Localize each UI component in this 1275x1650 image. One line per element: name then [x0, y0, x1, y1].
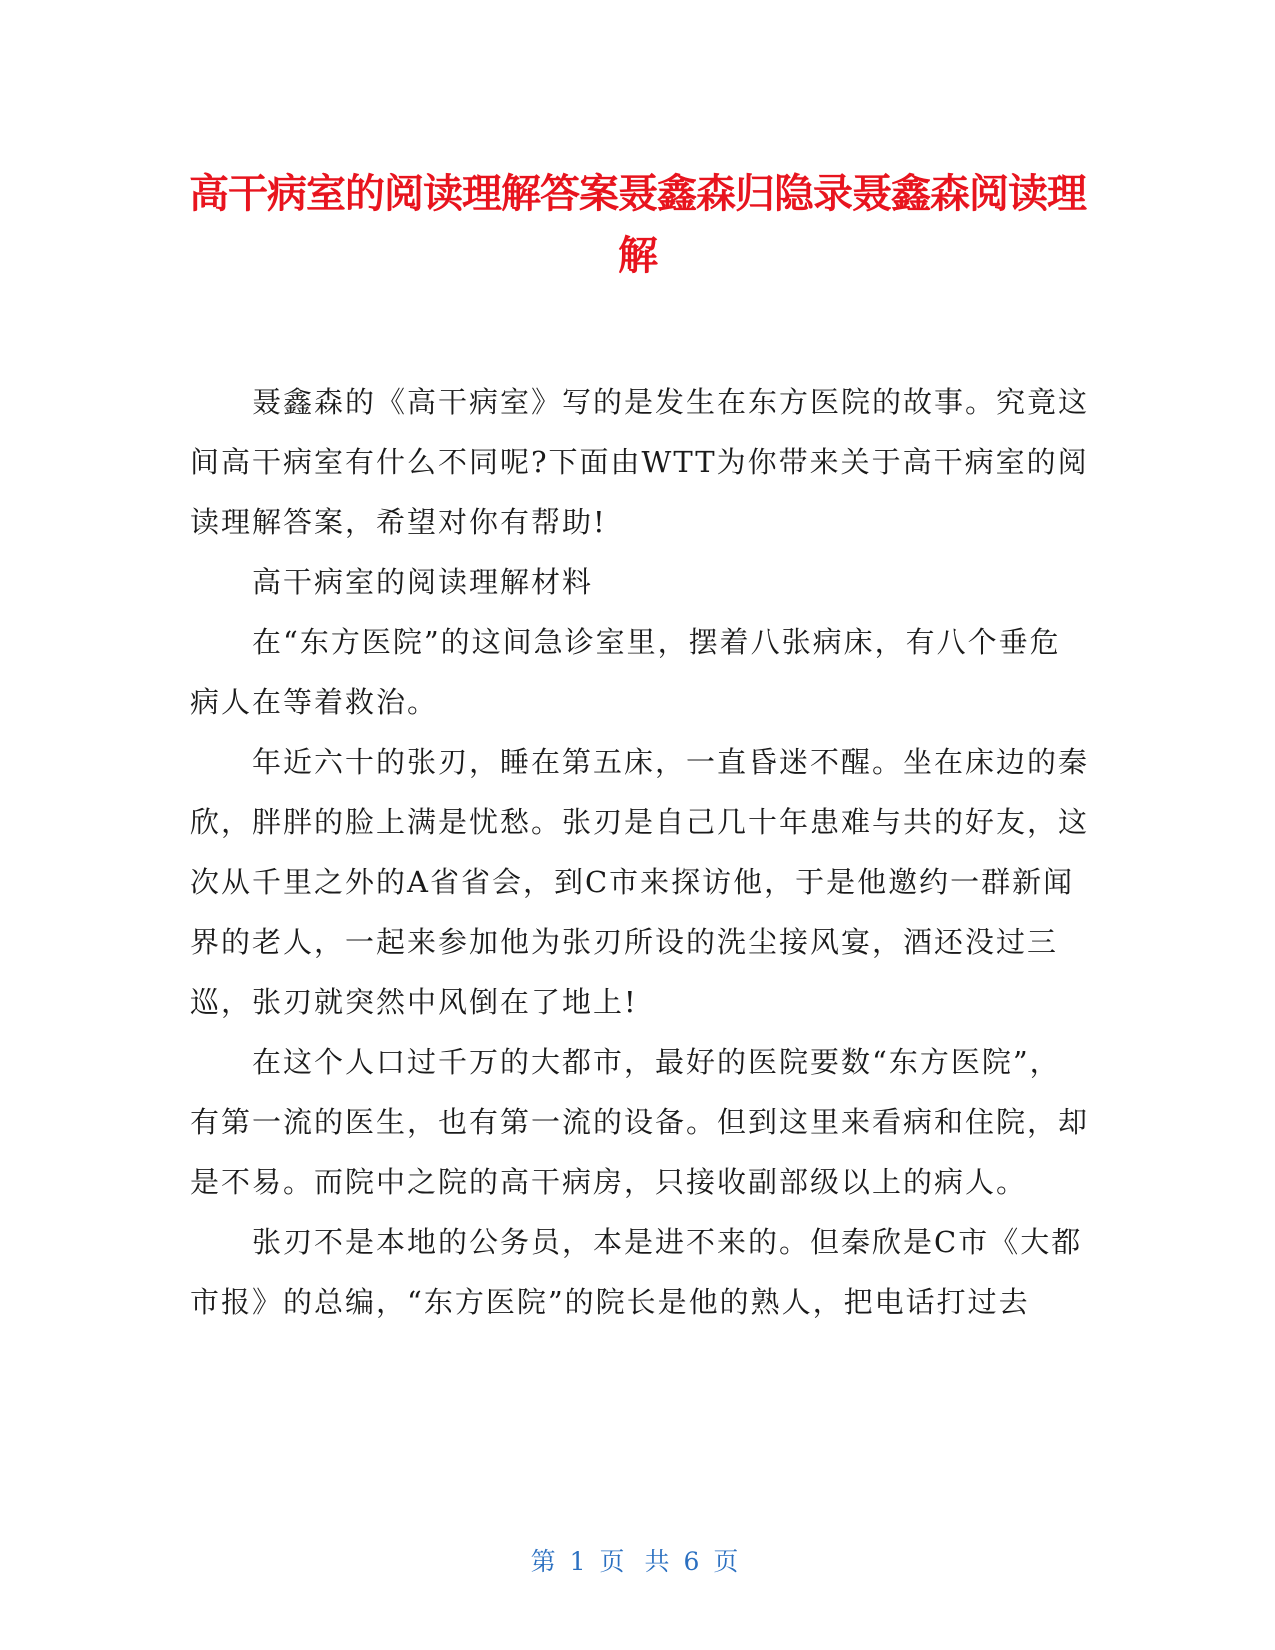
page-number-footer [0, 1542, 1275, 1578]
paragraph-hospital: 在这个人口过千万的大都市，最好的医院要数“东方医院”，有第一流的医生，也有第一流的设备。但到这里来看病和住院，却是不易。而院中之院的高干病房，只接收副部级以上的病人。 [190, 1045, 1090, 1199]
paragraph-intro: 聂鑫森的《高干病室》写的是发生在东方医院的故事。究竟这间高干病室有什么不同呢?下面由WTT为你带来关于高干病室的阅读理解答案，希望对你有帮助! [190, 385, 1090, 539]
paragraph-emergency-room: 在“东方医院”的这间急诊室里，摆着八张病床，有八个垂危病人在等着救治。 [190, 625, 1061, 719]
paragraph-zhang-ren: 年近六十的张刃，睡在第五床，一直昏迷不醒。坐在床边的秦欣，胖胖的脸上满是忧愁。张刃是自己几十年患难与共的好友，这次从千里之外的A省省会，到C市来探访他，于是他邀约一群新闻界的老人，一起来参加他为张刃所设的洗尘接风宴，酒还没过三巡，张刃就突然中风倒在了地上! [190, 745, 1090, 1019]
paragraph-admission: 张刃不是本地的公务员，本是进不来的。但秦欣是C市《大都市报》的总编，“东方医院”的院长是他的熟人，把电话打过去 [190, 1225, 1083, 1319]
document-body [190, 372, 1090, 1332]
footer-current-page: 1 [569, 1547, 592, 1576]
footer-prefix: 第 [530, 1547, 562, 1576]
footer-suffix: 页 [713, 1547, 745, 1576]
document-title: 高干病室的阅读理解答案聂鑫森归隐录聂鑫森阅读理解 [189, 171, 1086, 279]
paragraph-section-heading: 高干病室的阅读理解材料 [252, 565, 594, 599]
footer-total-pages: 6 [683, 1547, 706, 1576]
footer-middle: 页 共 [599, 1547, 676, 1576]
